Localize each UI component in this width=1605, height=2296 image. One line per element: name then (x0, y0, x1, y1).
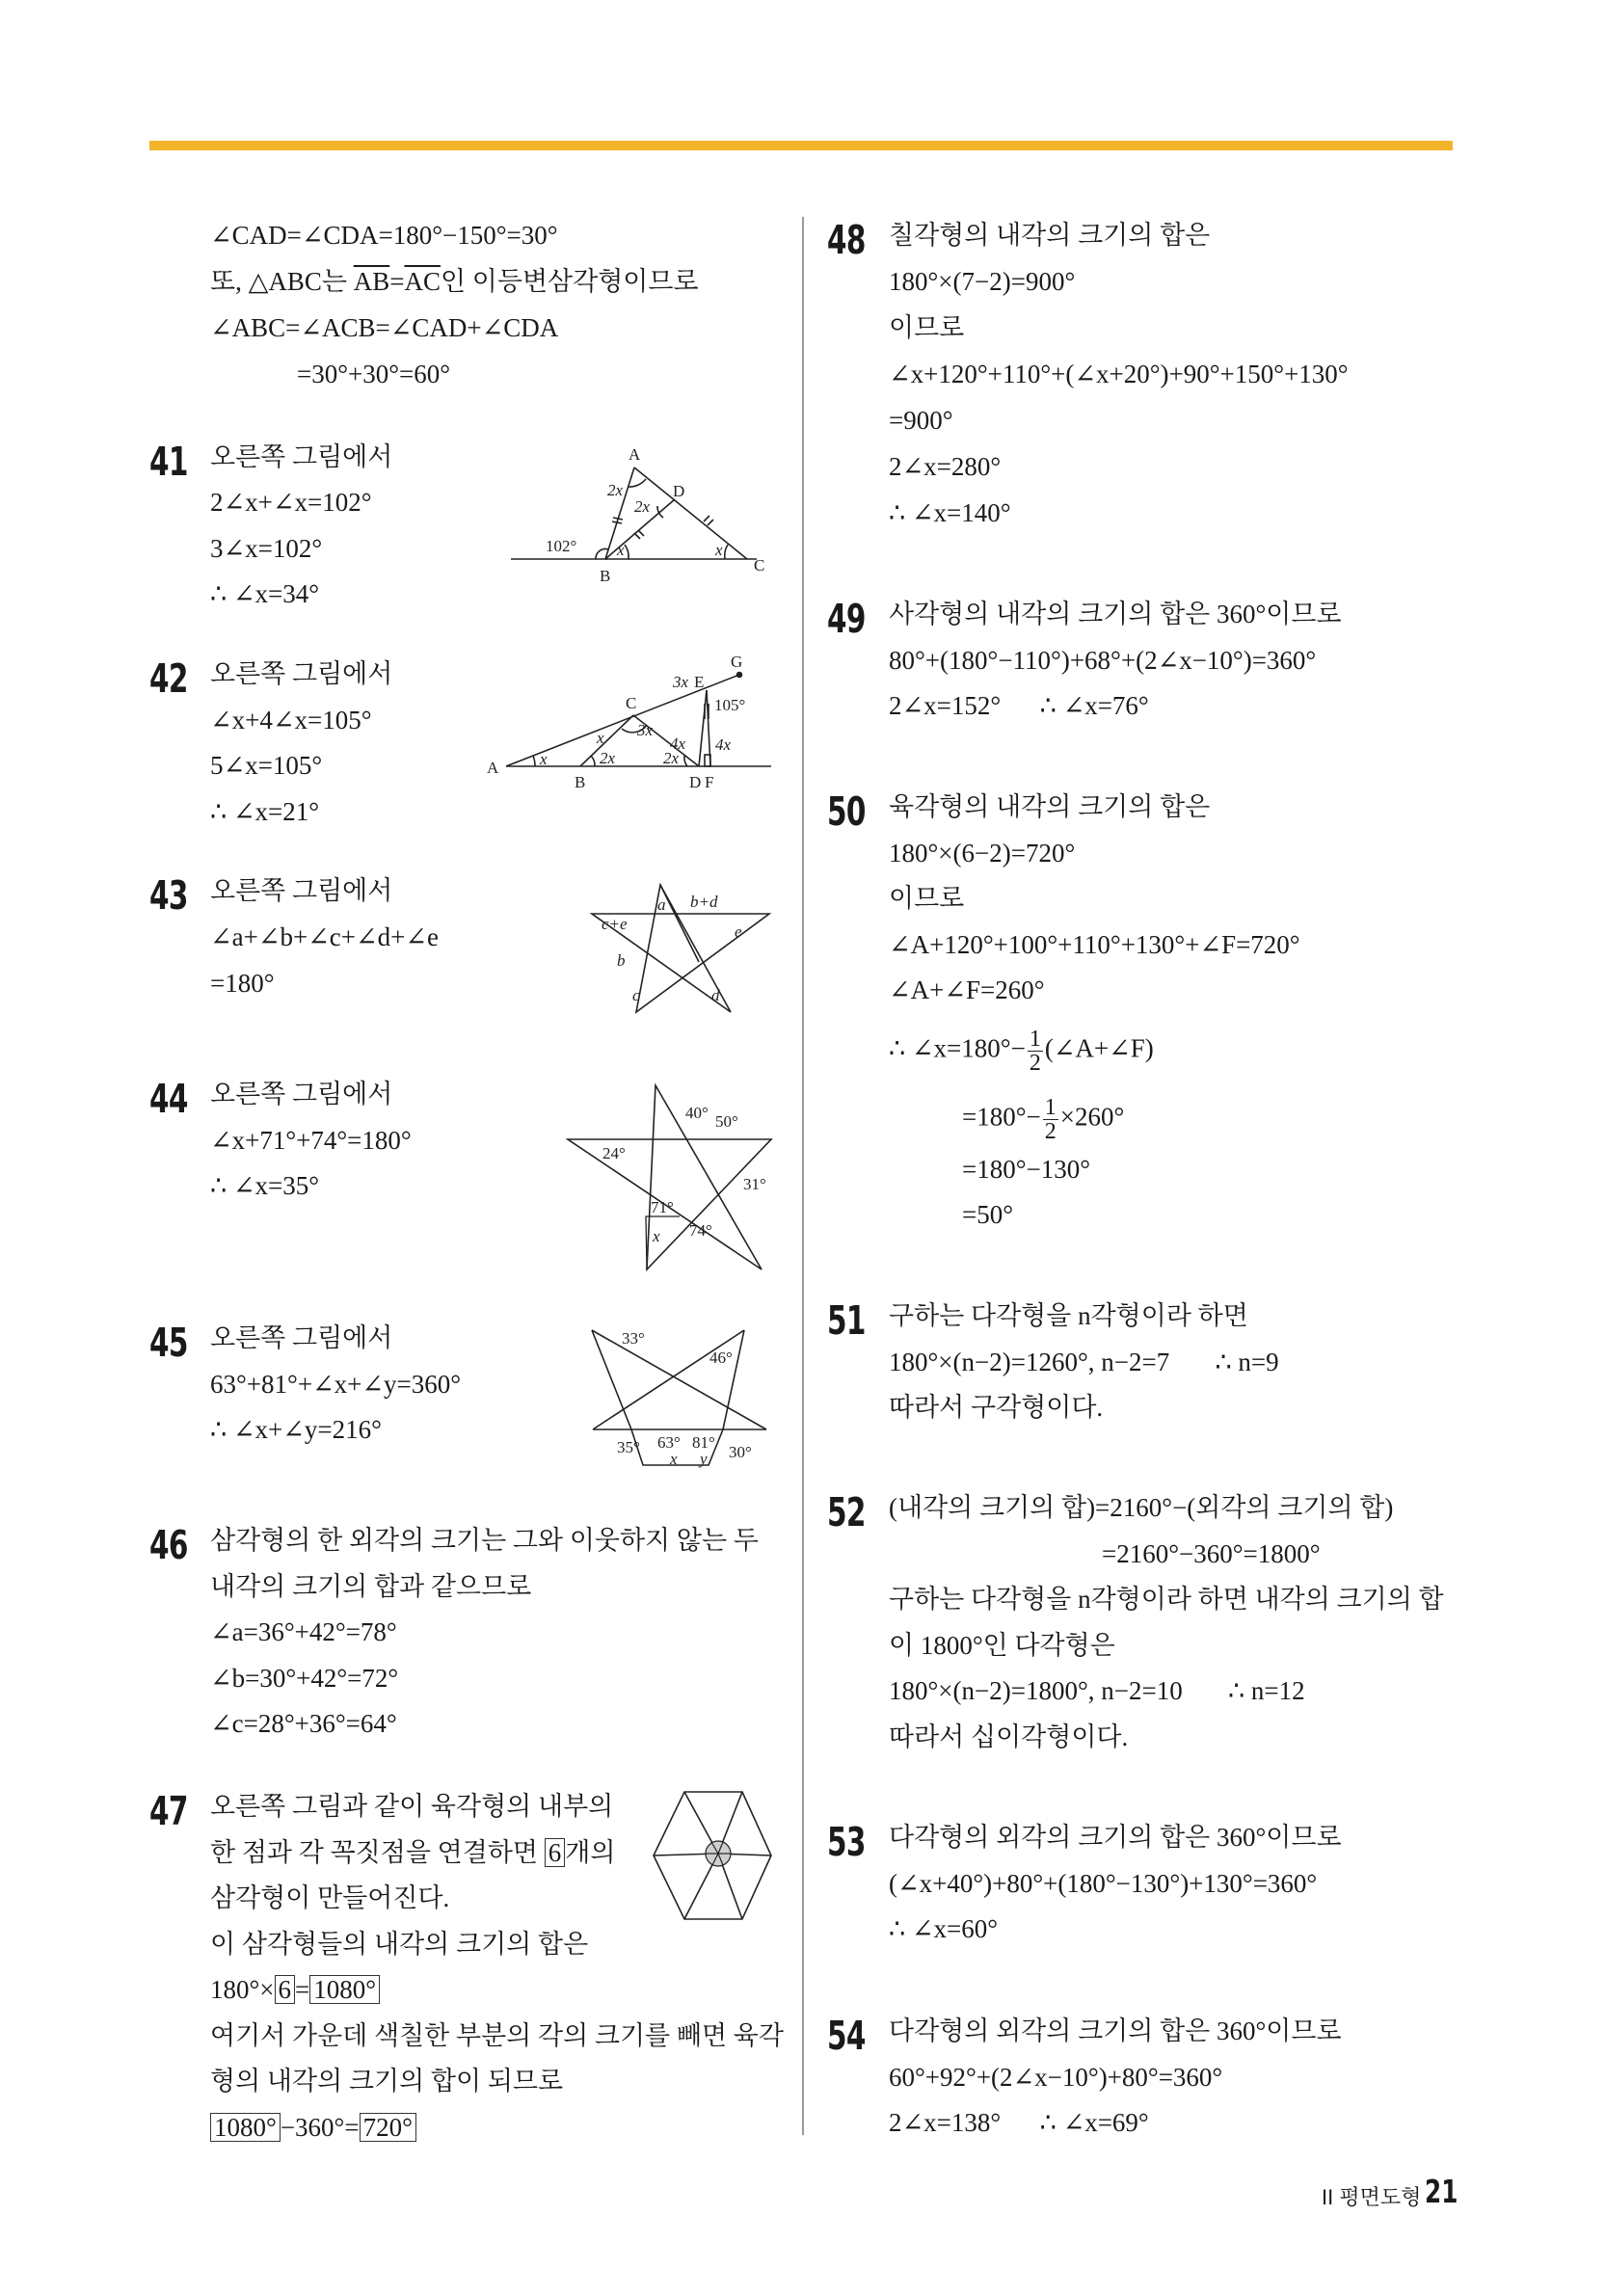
text-line: 칠각형의 내각의 크기의 합은 (889, 221, 1211, 250)
chapter-label: II 평면도형 (1322, 2185, 1422, 2209)
label-C: C (626, 694, 637, 712)
label-G: G (731, 655, 743, 671)
text-line: =180°−130° (962, 1155, 1091, 1184)
label-E: E (694, 673, 705, 691)
angle-label: d (711, 986, 720, 1004)
text-line: =50° (962, 1200, 1014, 1229)
angle-label: 50° (715, 1112, 738, 1131)
text-line: ∴ ∠x+∠y=216° (210, 1415, 382, 1444)
angle-label: 33° (622, 1329, 645, 1348)
text-line: ∴ ∠x=60° (889, 1914, 999, 1943)
angle-label: 35° (617, 1438, 640, 1456)
angle-label: y (700, 1450, 708, 1468)
label-B: B (575, 773, 586, 791)
answer-box: 1080° (309, 1975, 380, 2004)
text-line: (∠x+40°)+80°+(180°−130°)+130°=360° (889, 1869, 1318, 1898)
text-line: 이므로 (889, 313, 965, 342)
problem-number: 44 (149, 1076, 188, 1122)
text-line: 이 1800°인 다각형은 (889, 1631, 1115, 1660)
formula-line: ∴ ∠x=180°− $\frac{1}{2}$ (∠A+∠F) (889, 1027, 1154, 1076)
text-line: =2160°−360°=1800° (1102, 1539, 1321, 1568)
text-line: =180° (210, 969, 275, 998)
problem-number: 43 (149, 872, 188, 919)
angle-label: 2x (663, 749, 680, 767)
problem-number: 49 (827, 596, 866, 642)
text-line: 또, △ABC는 $\overline{AB}=\overline{AC}$인 이등변삼각형이므로 (210, 267, 699, 296)
formula-line: =180°− $\frac{1}{2}$ ×260° (962, 1095, 1125, 1144)
angle-label: 30° (729, 1443, 752, 1461)
angle-label: x (653, 1227, 660, 1245)
text-line: 2∠x=138° ∴ ∠x=69° (889, 2108, 1149, 2137)
label-B: B (600, 567, 611, 585)
text-line: ∠A+∠F=260° (889, 975, 1045, 1004)
problem-number: 41 (149, 439, 188, 485)
column-divider (802, 217, 804, 2135)
answer-box: 6 (275, 1975, 296, 2004)
angle-label: 40° (685, 1104, 709, 1122)
label-F: F (705, 773, 714, 791)
header-accent-bar (149, 141, 1453, 150)
page-number: 21 (1425, 2173, 1458, 2210)
text-line: 2∠x=280° (889, 452, 1002, 481)
angle-label: 102° (546, 537, 577, 555)
problem-number: 51 (827, 1297, 866, 1344)
text-line: 180°× 6 = 1080° (210, 1972, 380, 2007)
text-line: 오른쪽 그림에서 (210, 442, 393, 471)
text-line: 60°+92°+(2∠x−10°)+80°=360° (889, 2063, 1223, 2092)
angle-label: c (632, 986, 640, 1004)
text-line: 180°×(6−2)=720° (889, 839, 1076, 868)
text-line: 이므로 (889, 884, 965, 913)
text-line: 180°×(n−2)=1800°, n−2=10 ∴ n=12 (889, 1676, 1305, 1705)
answer-box: 6 (545, 1838, 566, 1867)
angle-label: x (617, 541, 625, 559)
text-line: 이 삼각형들의 내각의 크기의 합은 (210, 1930, 589, 1959)
angle-label: 24° (602, 1144, 626, 1162)
angle-label: 71° (651, 1198, 674, 1216)
angle-label: c+e (602, 915, 628, 933)
text-line: =900° (889, 406, 953, 435)
problem-number: 45 (149, 1320, 188, 1366)
text-line: ∠A+120°+100°+110°+130°+∠F=720° (889, 930, 1300, 959)
text-line: 따라서 십이각형이다. (889, 1722, 1129, 1751)
text-line: 삼각형의 한 외각의 크기는 그와 이웃하지 않는 두 (210, 1526, 759, 1555)
text-line: ∠b=30°+42°=72° (210, 1664, 399, 1693)
problem-number: 52 (827, 1489, 866, 1535)
figure-45-star (588, 1321, 781, 1480)
text-line: ∠x+71°+74°=180° (210, 1126, 412, 1155)
text-line: 5∠x=105° (210, 751, 323, 780)
angle-label: 4x (670, 734, 686, 753)
angle-label: 105° (714, 696, 746, 714)
figure-44-star (564, 1081, 786, 1279)
text-line: 오른쪽 그림에서 (210, 876, 393, 905)
label-D: D (673, 482, 685, 500)
text-line: 2∠x=152° ∴ ∠x=76° (889, 691, 1149, 720)
text-line: 오른쪽 그림과 같이 육각형의 내부의 (210, 1792, 614, 1821)
label-C: C (754, 556, 765, 574)
text-line: 오른쪽 그림에서 (210, 659, 393, 688)
text-line: 구하는 다각형을 n각형이라 하면 내각의 크기의 합 (889, 1585, 1444, 1614)
angle-label: a (657, 895, 666, 914)
text-line: ∴ ∠x=34° (210, 579, 320, 608)
text-line: ∴ ∠x=140° (889, 498, 1011, 527)
text-line: =30°+30°=60° (297, 360, 451, 388)
text-line: 여기서 가운데 색칠한 부분의 각의 크기를 빼면 육각 (210, 2021, 784, 2050)
figure-42-triangles (487, 655, 776, 805)
angle-label: 81° (692, 1433, 715, 1452)
figure-41-triangle (511, 439, 781, 598)
problem-number: 42 (149, 655, 188, 702)
text-line: (내각의 크기의 합)=2160°−(외각의 크기의 합) (889, 1493, 1394, 1522)
angle-label: 46° (709, 1348, 733, 1367)
text-line: 80°+(180°−110°)+68°+(2∠x−10°)=360° (889, 646, 1317, 675)
angle-label: b+d (690, 893, 718, 911)
text-line: 구하는 다각형을 n각형이라 하면 (889, 1301, 1248, 1330)
text-line: 오른쪽 그림에서 (210, 1323, 393, 1352)
text-line: 육각형의 내각의 크기의 합은 (889, 792, 1211, 821)
label-A: A (487, 759, 499, 777)
text-line: 180°×(n−2)=1260°, n−2=7 ∴ n=9 (889, 1348, 1279, 1376)
text-line: 다각형의 외각의 크기의 합은 360°이므로 (889, 1823, 1342, 1852)
label-A: A (629, 445, 641, 464)
angle-label: 74° (689, 1221, 712, 1240)
text-line: 오른쪽 그림에서 (210, 1080, 393, 1108)
angle-label: 3x (673, 673, 689, 691)
text-line: ∠c=28°+36°=64° (210, 1709, 397, 1738)
angle-label: 2x (634, 497, 651, 516)
figure-43-star (588, 877, 781, 1027)
text-line: 내각의 크기의 합과 같으므로 (210, 1572, 532, 1601)
angle-label: x (670, 1450, 678, 1468)
answer-box: 1080° (210, 2113, 281, 2142)
text-line: ∠a=36°+42°=78° (210, 1617, 397, 1646)
text-line: ∠CAD=∠CDA=180°−150°=30° (210, 221, 558, 250)
text-line: ∠x+4∠x=105° (210, 706, 372, 734)
text-line: 3∠x=102° (210, 534, 323, 563)
text-line: ∴ ∠x=21° (210, 797, 320, 826)
text-line: ∠x+120°+110°+(∠x+20°)+90°+150°+130° (889, 360, 1349, 388)
angle-label: 3x (637, 721, 654, 739)
text-line: ∠ABC=∠ACB=∠CAD+∠CDA (210, 313, 559, 342)
text-line: 사각형의 내각의 크기의 합은 360°이므로 (889, 600, 1342, 628)
text-line: ∠a+∠b+∠c+∠d+∠e (210, 922, 439, 951)
label-D: D (689, 773, 702, 791)
text-line: 따라서 구각형이다. (889, 1393, 1104, 1422)
problem-number: 50 (827, 788, 866, 835)
text-line: 삼각형이 만들어진다. (210, 1883, 450, 1912)
answer-box: 720° (360, 2113, 416, 2142)
text-line: 1080° −360°= 720° (210, 2110, 416, 2145)
problem-number: 46 (149, 1522, 188, 1568)
angle-label: x (715, 541, 723, 559)
angle-label: 31° (743, 1175, 766, 1193)
text-line: 다각형의 외각의 크기의 합은 360°이므로 (889, 2016, 1342, 2045)
text-line: 2∠x+∠x=102° (210, 488, 372, 517)
angle-label: 63° (657, 1433, 681, 1452)
angle-label: e (735, 922, 742, 941)
text-line: ∴ ∠x=35° (210, 1171, 320, 1200)
problem-number: 54 (827, 2013, 866, 2059)
angle-label: x (597, 729, 604, 747)
text-line: 63°+81°+∠x+∠y=360° (210, 1370, 462, 1399)
figure-47-hexagon (646, 1788, 776, 1928)
text-line: 180°×(7−2)=900° (889, 267, 1076, 296)
problem-number: 47 (149, 1788, 188, 1834)
angle-label: 4x (715, 735, 732, 754)
angle-label: 2x (600, 749, 616, 767)
angle-label: b (617, 951, 626, 970)
angle-label: 2x (607, 481, 624, 499)
angle-label: x (540, 750, 548, 768)
problem-number: 53 (827, 1819, 866, 1865)
problem-number: 48 (827, 217, 866, 263)
text-line: 한 점과 각 꼭짓점을 연결하면 6 개의 (210, 1838, 616, 1867)
text-line: 형의 내각의 크기의 합이 되므로 (210, 2067, 564, 2096)
